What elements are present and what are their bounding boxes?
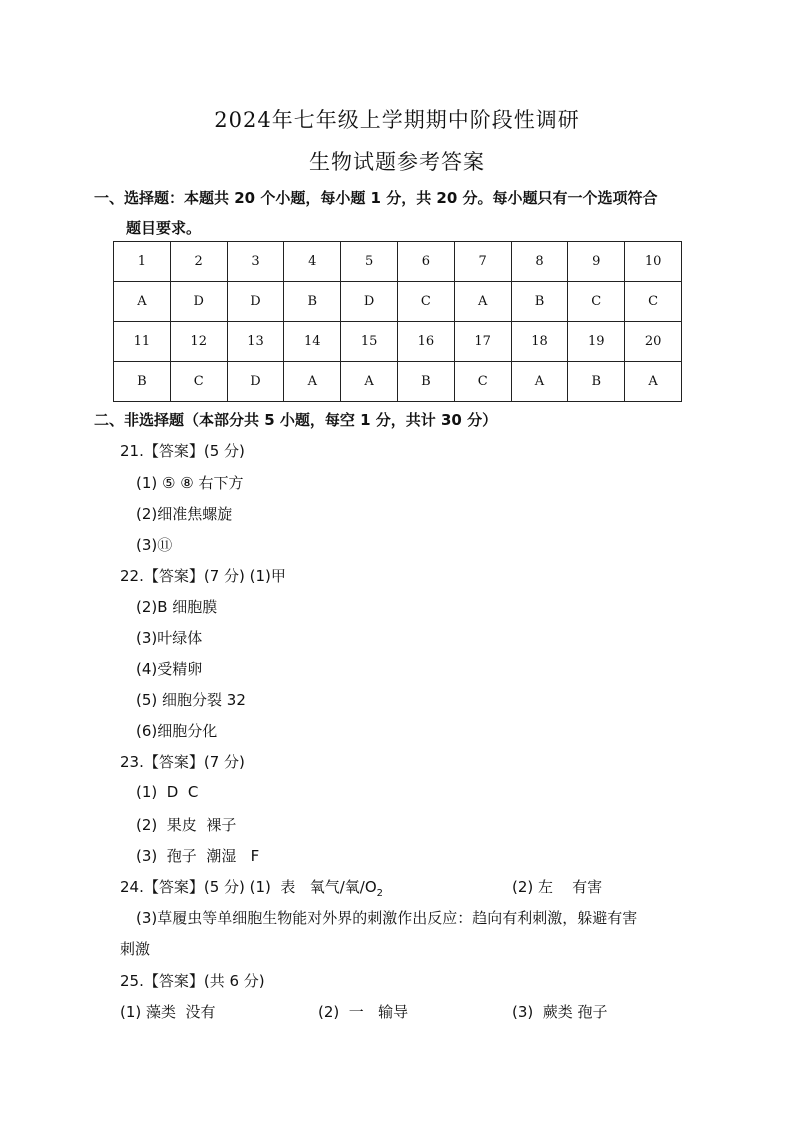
q24-header-text: 24.【答案】(5 分) (1) 表 氧气/氧/O	[120, 878, 377, 896]
table-cell: B	[397, 362, 454, 402]
table-row	[114, 362, 682, 402]
q22-answer-5: (5) 细胞分裂 32	[136, 691, 246, 709]
table-cell: A	[625, 362, 682, 402]
table-cell: 9	[568, 242, 625, 282]
table-cell: 7	[454, 242, 511, 282]
q21-answer-2: (2)细准焦螺旋	[136, 505, 233, 523]
document-subtitle: 生物试题参考答案	[309, 150, 485, 174]
table-row	[114, 242, 682, 282]
q22-answer-4: (4)受精卵	[136, 660, 203, 678]
table-cell: A	[284, 362, 341, 402]
table-cell: 12	[170, 322, 227, 362]
q22-header: 22.【答案】(7 分) (1)甲	[120, 567, 286, 585]
table-cell: B	[284, 282, 341, 322]
q24-subscript: 2	[376, 888, 384, 899]
q22-answer-3: (3)叶绿体	[136, 629, 203, 647]
table-cell: C	[397, 282, 454, 322]
q22-answer-2: (2)B 细胞膜	[136, 598, 218, 616]
table-cell: B	[114, 362, 171, 402]
table-cell: 15	[341, 322, 398, 362]
q25-answer-1: (1) 藻类 没有	[120, 1003, 216, 1021]
table-cell: 5	[341, 242, 398, 282]
table-cell: C	[625, 282, 682, 322]
table-cell: 13	[227, 322, 284, 362]
table-cell: 17	[454, 322, 511, 362]
q24-header	[120, 876, 383, 899]
table-cell: D	[341, 282, 398, 322]
table-cell: A	[454, 282, 511, 322]
q25-answer-3: (3) 蕨类 孢子	[512, 1003, 608, 1021]
table-cell: 11	[114, 322, 171, 362]
q23-header: 23.【答案】(7 分)	[120, 753, 245, 771]
answer-table	[113, 241, 682, 402]
table-row	[114, 282, 682, 322]
q25-answer-2: (2) 一 输导	[318, 1003, 409, 1021]
table-cell: 3	[227, 242, 284, 282]
q24-answer-2: (2) 左 有害	[512, 878, 603, 896]
q24-answer-3-cont: 刺激	[120, 940, 151, 958]
table-cell: 19	[568, 322, 625, 362]
table-cell: D	[227, 282, 284, 322]
q23-answer-1: (1) D C	[136, 783, 199, 801]
document-title: 2024年七年级上学期期中阶段性调研	[214, 108, 580, 132]
q23-answer-3: (3) 孢子 潮湿 F	[136, 847, 260, 865]
table-cell: C	[568, 282, 625, 322]
table-cell: 6	[397, 242, 454, 282]
section1-heading: 一、选择题：本题共 20 个小题，每小题 1 分，共 20 分。每小题只有一个选项符合	[94, 189, 658, 207]
q24-answer-3: (3)草履虫等单细胞生物能对外界的刺激作出反应：趋向有利刺激，躲避有害	[136, 909, 638, 927]
table-cell: 2	[170, 242, 227, 282]
q22-answer-6: (6)细胞分化	[136, 722, 218, 740]
table-cell: 1	[114, 242, 171, 282]
table-cell: A	[511, 362, 568, 402]
table-cell: 16	[397, 322, 454, 362]
table-cell: C	[454, 362, 511, 402]
table-cell: 14	[284, 322, 341, 362]
q25-header: 25.【答案】(共 6 分)	[120, 972, 265, 990]
q21-answer-1: (1) ⑤ ⑧ 右下方	[136, 474, 244, 492]
table-cell: 10	[625, 242, 682, 282]
table-cell: C	[170, 362, 227, 402]
table-cell: D	[170, 282, 227, 322]
table-cell: 20	[625, 322, 682, 362]
table-cell: 8	[511, 242, 568, 282]
table-cell: A	[114, 282, 171, 322]
q21-header: 21.【答案】(5 分)	[120, 442, 245, 460]
q21-answer-3: (3)⑪	[136, 536, 173, 554]
table-cell: 4	[284, 242, 341, 282]
table-cell: B	[568, 362, 625, 402]
table-cell: B	[511, 282, 568, 322]
section1-heading-cont: 题目要求。	[126, 219, 202, 237]
section2-heading: 二、非选择题（本部分共 5 小题，每空 1 分，共计 30 分）	[94, 411, 498, 429]
table-row	[114, 322, 682, 362]
table-cell: D	[227, 362, 284, 402]
table-cell: 18	[511, 322, 568, 362]
table-cell: A	[341, 362, 398, 402]
q23-answer-2: (2) 果皮 裸子	[136, 816, 237, 834]
